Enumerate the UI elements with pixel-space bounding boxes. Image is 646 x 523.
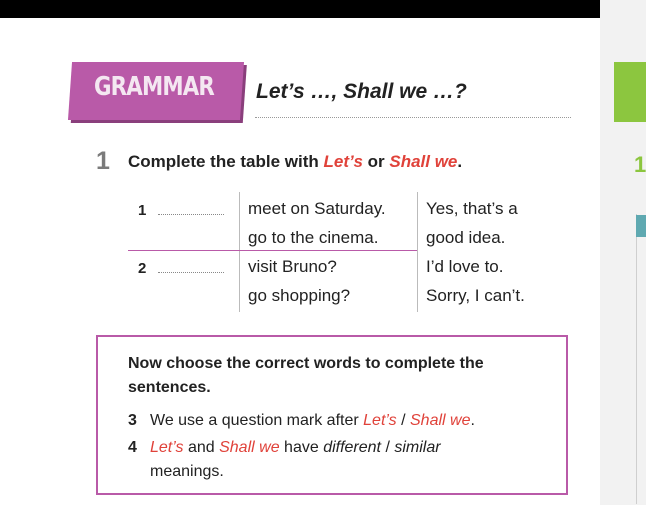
exercise-instruction: Complete the table with Let’s or Shall we. — [128, 152, 463, 171]
table-cell: go to the cinema. — [248, 228, 379, 247]
next-page-stripe — [636, 215, 646, 237]
table-divider-1 — [239, 192, 240, 312]
row-number: 2 — [138, 260, 147, 277]
response-cell: Sorry, I can’t. — [426, 286, 525, 305]
next-page-tab — [614, 62, 646, 122]
grammar-tab-label: GRAMMAR — [94, 72, 215, 102]
table-cell: visit Bruno? — [248, 257, 337, 276]
option-similar[interactable]: similar — [394, 439, 441, 456]
section-title: Let’s …, Shall we …? — [256, 80, 467, 103]
next-page-box-edge — [636, 214, 646, 504]
option-different[interactable]: different — [323, 439, 381, 456]
box-heading: Now choose the correct words to complete the sentences. — [128, 355, 484, 396]
table-cell: meet on Saturday. — [248, 199, 386, 218]
response-cell: Yes, that’s a — [426, 199, 518, 218]
answer-blank-1[interactable] — [158, 214, 224, 215]
table-row-separator — [128, 250, 417, 251]
table-cell: go shopping? — [248, 286, 351, 305]
lets-highlight: Let’s — [323, 152, 363, 171]
exercise-number: 1 — [96, 147, 110, 175]
row-number: 1 — [138, 202, 147, 219]
title-rule — [255, 117, 571, 118]
response-cell: good idea. — [426, 228, 506, 247]
response-cell: I’d love to. — [426, 257, 504, 276]
option-lets[interactable]: Let’s — [363, 412, 397, 429]
sentence-3: 3 We use a question mark after Let’s / Shall we. — [128, 412, 475, 429]
next-page-exercise-number: 1 — [634, 152, 646, 177]
table-divider-2 — [417, 192, 418, 312]
answer-blank-2[interactable] — [158, 272, 224, 273]
sentence-4: 4 Let’s and Shall we have different / similar meanings. — [128, 439, 441, 480]
shall-we-highlight: Shall we — [389, 152, 458, 171]
option-shall-we[interactable]: Shall we — [410, 412, 471, 429]
